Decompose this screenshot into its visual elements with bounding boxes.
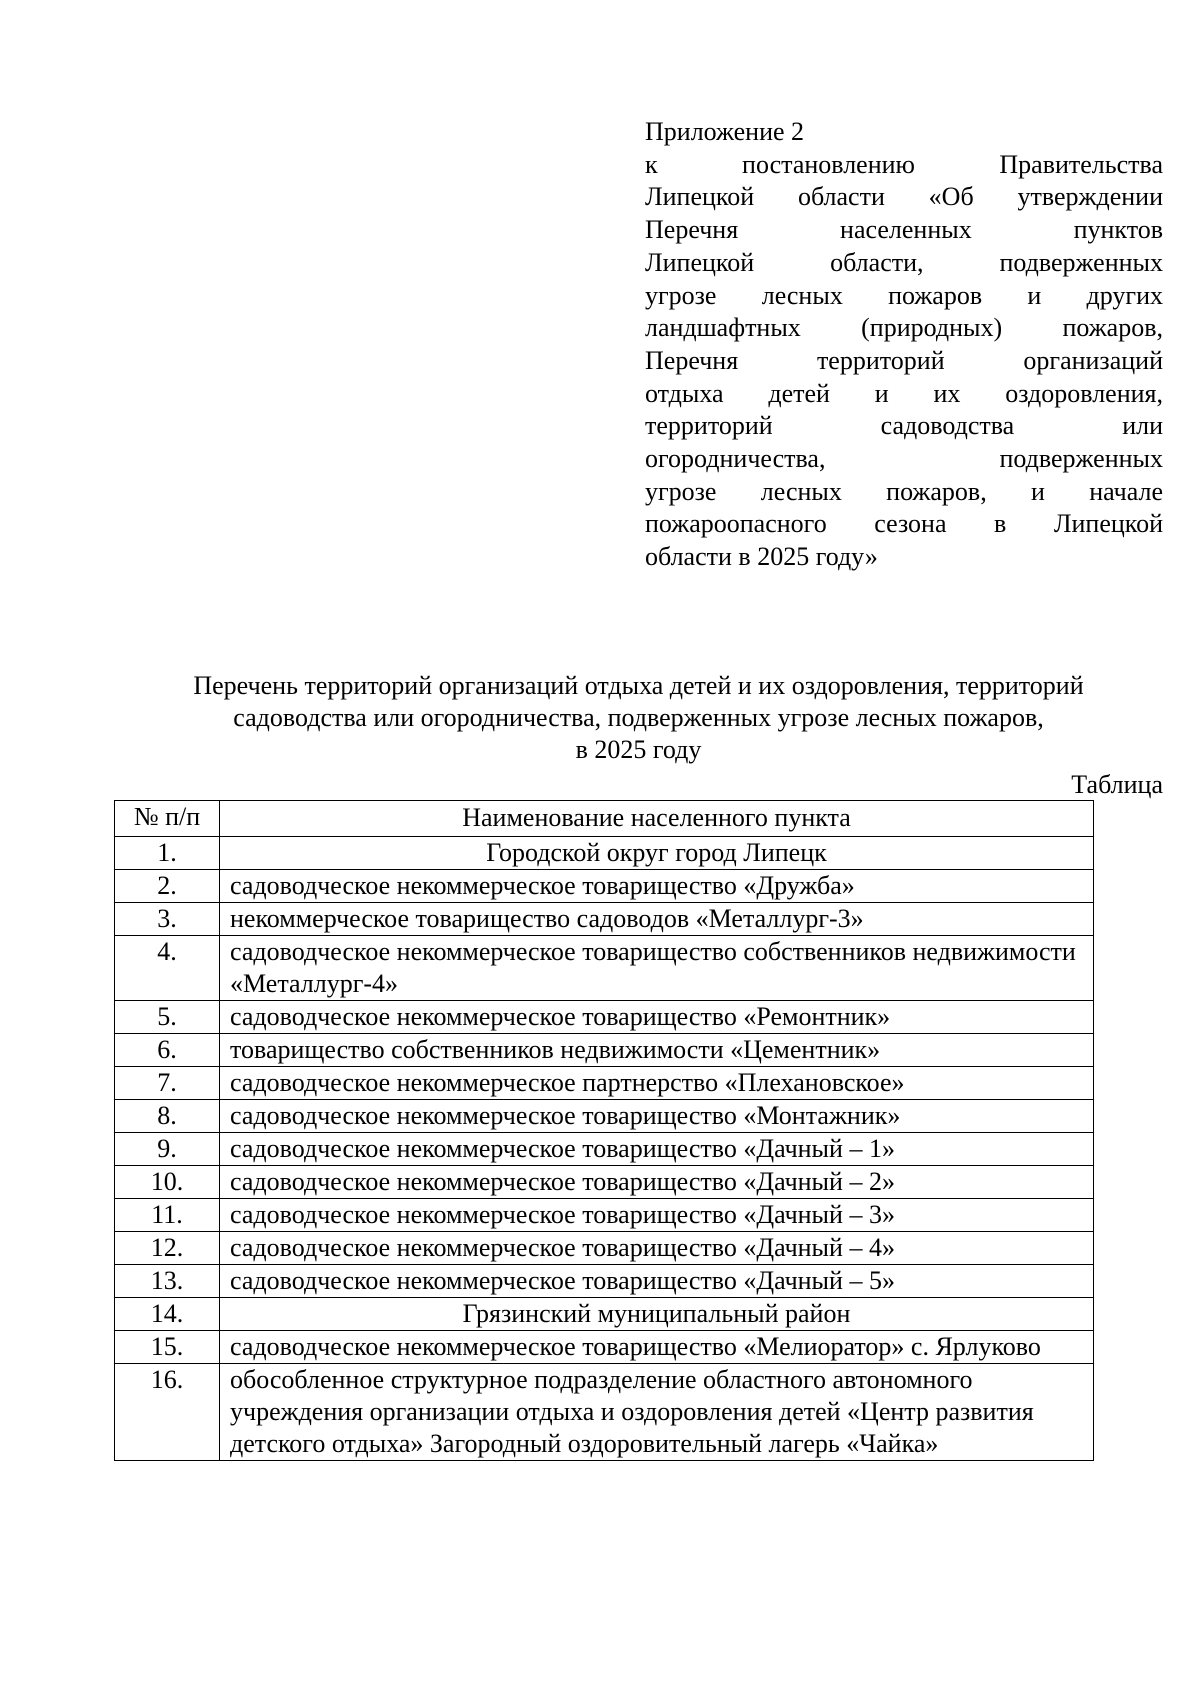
row-name: садоводческое некоммерческое товарищество «Дачный – 2» (220, 1166, 1094, 1199)
appendix-line: угрозе лесных пожаров и других (645, 280, 1163, 310)
row-name: садоводческое некоммерческое товарищество «Дачный – 3» (220, 1199, 1094, 1232)
row-number: 7. (115, 1067, 220, 1100)
row-name: некоммерческое товарищество садоводов «Металлург-3» (220, 903, 1094, 936)
table-row (115, 1199, 1094, 1232)
table-row (115, 903, 1094, 936)
row-number: 15. (115, 1331, 220, 1364)
row-number: 5. (115, 1001, 220, 1034)
appendix-line: территорий садоводства или (645, 411, 1163, 441)
appendix-line: Липецкой области, подверженных (645, 247, 1163, 277)
table-header-row (115, 801, 1094, 837)
table-row (115, 870, 1094, 903)
row-name: садоводческое некоммерческое товарищество «Дачный – 4» (220, 1232, 1094, 1265)
header-number: № п/п (115, 801, 220, 837)
title-line: в 2025 году (575, 735, 702, 764)
table-row (115, 1298, 1094, 1331)
row-name: садоводческое некоммерческое товарищество «Дружба» (220, 870, 1094, 903)
row-name: садоводческое некоммерческое товарищество «Мелиоратор» с. Ярлуково (220, 1331, 1094, 1364)
row-name: садоводческое некоммерческое товарищество «Ремонтник» (220, 1001, 1094, 1034)
appendix-line: Перечня территорий организаций (645, 345, 1163, 375)
row-name: Грязинский муниципальный район (220, 1298, 1094, 1331)
row-number: 2. (115, 870, 220, 903)
document-title (100, 670, 1177, 766)
row-name: товарищество собственников недвижимости «Цементник» (220, 1034, 1094, 1067)
row-number: 13. (115, 1265, 220, 1298)
row-number: 11. (115, 1199, 220, 1232)
appendix-line: Липецкой области «Об утверждении (645, 182, 1163, 212)
appendix-note (645, 116, 1163, 574)
appendix-line: Приложение 2 (645, 117, 805, 146)
appendix-line: к постановлению Правительства (645, 149, 1163, 179)
territories-table (114, 800, 1094, 1461)
row-number: 4. (115, 936, 220, 1001)
row-number: 8. (115, 1100, 220, 1133)
appendix-line: угрозе лесных пожаров, и начале (645, 476, 1163, 506)
table-row (115, 1001, 1094, 1034)
title-line: Перечень территорий организаций отдыха детей и их оздоровления, территорий (193, 671, 1084, 700)
table-row (115, 1331, 1094, 1364)
table-row (115, 1133, 1094, 1166)
row-name: Городской округ город Липецк (220, 837, 1094, 870)
appendix-line: огородничества, подверженных (645, 444, 1163, 474)
row-number: 9. (115, 1133, 220, 1166)
row-name: садоводческое некоммерческое товарищество «Монтажник» (220, 1100, 1094, 1133)
appendix-line: пожароопасного сезона в Липецкой (645, 509, 1163, 539)
row-name: садоводческое некоммерческое товарищество собственников недвижимости «Металлург-4» (220, 936, 1094, 1001)
table-row (115, 1100, 1094, 1133)
row-name: садоводческое некоммерческое товарищество «Дачный – 1» (220, 1133, 1094, 1166)
table-row (115, 1232, 1094, 1265)
appendix-line: ландшафтных (природных) пожаров, (645, 313, 1163, 343)
table-row (115, 1034, 1094, 1067)
appendix-line: области в 2025 году» (645, 542, 878, 572)
row-number: 10. (115, 1166, 220, 1199)
row-number: 16. (115, 1364, 220, 1461)
table-row (115, 1166, 1094, 1199)
header-name: Наименование населенного пункта (220, 801, 1094, 837)
row-name: садоводческое некоммерческое товарищество «Дачный – 5» (220, 1265, 1094, 1298)
table-body (115, 837, 1094, 1461)
row-number: 3. (115, 903, 220, 936)
row-number: 14. (115, 1298, 220, 1331)
row-number: 6. (115, 1034, 220, 1067)
row-name: обособленное структурное подразделение областного автономного учреждения организации отдыха и оздоровления детей «Центр развития детского отдыха» Загородный оздоровительный лагерь «Чайка» (220, 1364, 1094, 1461)
appendix-line: Перечня населенных пунктов (645, 215, 1163, 245)
table-row (115, 1265, 1094, 1298)
table-row (115, 936, 1094, 1001)
title-line: садоводства или огородничества, подверженных угрозе лесных пожаров, (233, 703, 1044, 732)
appendix-line: отдыха детей и их оздоровления, (645, 378, 1163, 408)
table-row (115, 837, 1094, 870)
row-number: 1. (115, 837, 220, 870)
table-row (115, 1067, 1094, 1100)
table-label: Таблица (1071, 770, 1163, 799)
row-number: 12. (115, 1232, 220, 1265)
table-row (115, 1364, 1094, 1461)
row-name: садоводческое некоммерческое партнерство «Плехановское» (220, 1067, 1094, 1100)
